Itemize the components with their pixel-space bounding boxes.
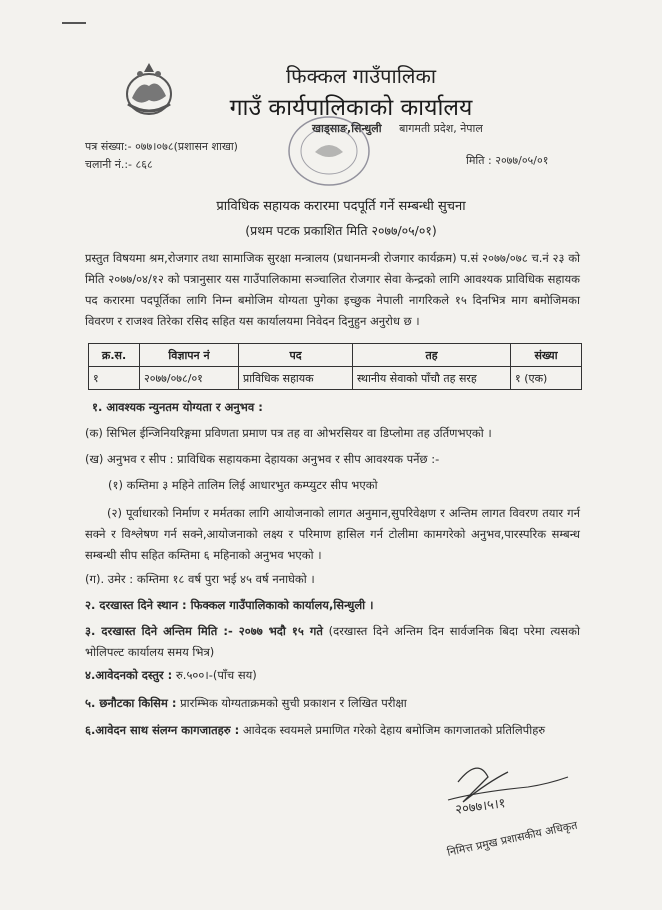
reference-number: पत्र संख्या:- ०७७।०७८(प्रशासन शाखा) (85, 140, 238, 153)
section-3 (85, 621, 580, 663)
section-4-label: ४.आवेदनको दस्तुर : (85, 668, 173, 682)
table-header-row (89, 344, 582, 367)
cell-ad-no: २०७७/०७८/०१ (140, 367, 239, 390)
section-5-value: प्रारम्भिक योग्यताक्रमको सुची प्रकाशन र लिखित परीक्षा (176, 696, 407, 710)
cell-serial: १ (89, 367, 140, 390)
signature-icon (418, 752, 588, 862)
section-1-ka: (क) सिभिल ईन्जिनियरिङ्गमा प्रविणता प्रमाण पत्र तह वा ओभरसियर वा डिप्लोमा तह उर्तिणभएको । (85, 426, 492, 440)
section-1-kha-2: (२) पूर्वाधारको निर्माण र मर्मतका लागि आयोजनाको लागत अनुमान,सुपरिवेक्षण र अन्तिम लागत विवरण तयार गर्न सक्ने र विश्लेषण गर्न सक्ने,आयोजनाको लक्ष्य र परिमाण हासिल गर्न टोलीमा कामगरेको अनुभव,पारस्परिक सम्बन्ध सम्बन्धी सीप सहित कम्तिमा ६ महिनाको अनुभव भएको । (85, 506, 580, 562)
intro-paragraph: प्रस्तुत विषयमा श्रम,रोजगार तथा सामाजिक सुरक्षा मन्त्रालय (प्रधानमन्त्री रोजगार कार्यक्रम) प.सं २०७७/०७८ च.नं २३ को मिति २०७७/०४/१२ को पत्रानुसार यस गाउँपालिकामा सञ्चालित रोजगार सेवा केन्द्रको लागि आवश्यक प्राविधिक सहायक पद करारमा पदपूर्तिका लागि निम्न बमोजिम योग्यता पुगेका इच्छुक नेपाली नागरिकले १५ दिनभित्र माग बमोजिमका विवरण र राजश्व तिरेका रसिद सहित यस कार्यालयमा निवेदन दिनुहुन अनुरोध छ । (85, 251, 580, 328)
svg-text:निमित्त प्रमुख प्रशासकीय अधिकृ: निमित्त प्रमुख प्रशासकीय अधिकृत (445, 818, 579, 859)
section-3-note: (दरखास्त दिने अन्तिम दिन सार्वजनिक बिदा परेमा त्यसको भोलिपल्ट कार्यालय समय भित्र) (85, 624, 580, 659)
col-post: पद (239, 344, 353, 367)
office-name: गाउँ कार्यपालिकाको कार्यालय (229, 95, 473, 121)
notice-title: प्राविधिक सहायक करारमा पदपूर्ति गर्ने सम्बन्धी सुचना (216, 199, 466, 214)
section-1-ga: (ग). उमेर : कम्तिमा १८ वर्ष पुरा भई ४५ वर्ष ननाघेको । (85, 572, 315, 586)
table-row (89, 367, 582, 390)
section-6 (85, 720, 580, 741)
col-ad-no: विज्ञापन नं (140, 344, 239, 367)
section-1-heading: १. आवश्यक न्युनतम योग्यता र अनुभव : (92, 400, 263, 414)
col-level: तह (353, 344, 511, 367)
notice-subtitle: (प्रथम पटक प्रकाशित मिति २०७७/०५/०१) (245, 223, 437, 238)
address-place: खाड्साङ,सिन्धुली (312, 122, 382, 135)
section-3-label: ३. दरखास्त दिने अन्तिम मिति :- २०७७ भदौ १५ गते (85, 624, 323, 638)
section-1-kha-1: (१) कम्तिमा ३ महिने तालिम लिई आधारभुत कम्प्युटर सीप भएको (108, 478, 378, 492)
svg-text:२०७७।५।१: २०७७।५।१ (454, 796, 507, 818)
cell-post: प्राविधिक सहायक (239, 367, 353, 390)
issue-date: मिति : २०७७/०५/०१ (466, 154, 549, 167)
col-count: संख्या (511, 344, 582, 367)
address-province: बागमती प्रदेश, नेपाल (399, 122, 483, 135)
section-6-value: आवेदक स्वयमले प्रमाणित गरेको देहाय बमोजिम कागजातको प्रतिलिपीहरु (239, 723, 546, 737)
section-5-label: ५. छनौटका किसिम : (85, 696, 177, 710)
section-4-value: रु.५००।-(पाँच सय) (172, 668, 257, 682)
top-rule (62, 22, 86, 24)
dispatch-number: चलानी नं.:- ८६८ (85, 158, 153, 171)
section-6-label: ६.आवेदन साथ संलग्न कागजातहरु : (85, 723, 240, 737)
vacancy-table (88, 343, 582, 390)
section-4 (85, 665, 585, 686)
section-2: २. दरखास्त दिने स्थान : फिक्कल गाउँपालिकाको कार्यालय,सिन्धुली । (85, 598, 374, 612)
office-stamp-icon (285, 112, 373, 190)
section-5 (85, 693, 585, 714)
col-serial: क्र.स. (89, 344, 140, 367)
cell-level: स्थानीय सेवाको पाँचौ तह सरह (353, 367, 511, 390)
org-name: फिक्कल गाउँपालिका (286, 64, 436, 88)
cell-count: १ (एक) (511, 367, 582, 390)
section-1-kha: (ख) अनुभव र सीप : प्राविधिक सहायकमा देहायका अनुभव र सीप आवश्यक पर्नेछ :- (85, 452, 440, 466)
